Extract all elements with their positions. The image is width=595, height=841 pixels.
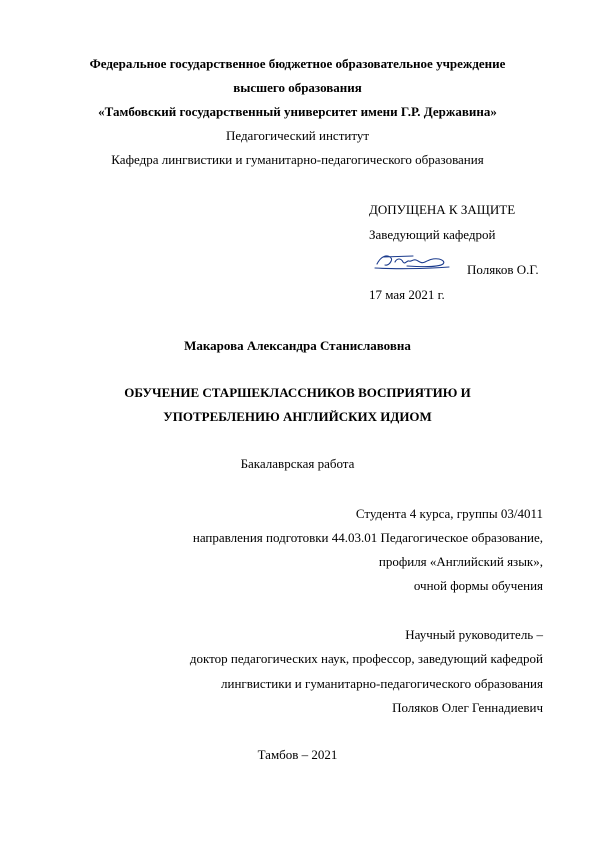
supervisor-name: Поляков Олег Геннадиевич [392,700,543,715]
thesis-title-line2: УПОТРЕБЛЕНИЮ АНГЛИЙСКИХ ИДИОМ [163,409,432,424]
university-name: «Тамбовский государственный университет имени Г.Р. Державина» [98,104,497,119]
author-name: Макарова Александра Станиславовна [184,338,411,353]
thesis-title-line1: ОБУЧЕНИЕ СТАРШЕКЛАССНИКОВ ВОСПРИЯТИЮ И [124,385,471,400]
approval-status: ДОПУЩЕНА К ЗАЩИТЕ [369,202,516,217]
department-name: Кафедра лингвистики и гуманитарно-педагогического образования [111,152,484,167]
supervisor-title: доктор педагогических наук, профессор, заведующий кафедрой [189,651,543,666]
work-type: Бакалаврская работа [240,456,355,471]
institute-name: Педагогический институт [225,128,370,143]
approver-name: Поляков О.Г. [467,262,539,277]
supervisor-department: лингвистики и гуманитарно-педагогического образования [221,676,543,691]
org-name-line1: Федеральное государственное бюджетное образовательное учреждение [89,56,506,71]
student-course-group: Студента 4 курса, группы 03/4011 [355,506,543,521]
student-direction: направления подготовки 44.03.01 Педагогическое образование, [192,530,543,545]
city-year: Тамбов – 2021 [257,747,338,762]
org-name-line2: высшего образования [233,80,362,95]
student-profile: профиля «Английский язык», [378,554,543,569]
approval-date: 17 мая 2021 г. [369,287,445,302]
approval-position: Заведующий кафедрой [369,227,496,242]
signature-icon [373,250,451,272]
student-study-form: очной формы обучения [413,578,543,593]
supervisor-label: Научный руководитель – [405,627,543,642]
